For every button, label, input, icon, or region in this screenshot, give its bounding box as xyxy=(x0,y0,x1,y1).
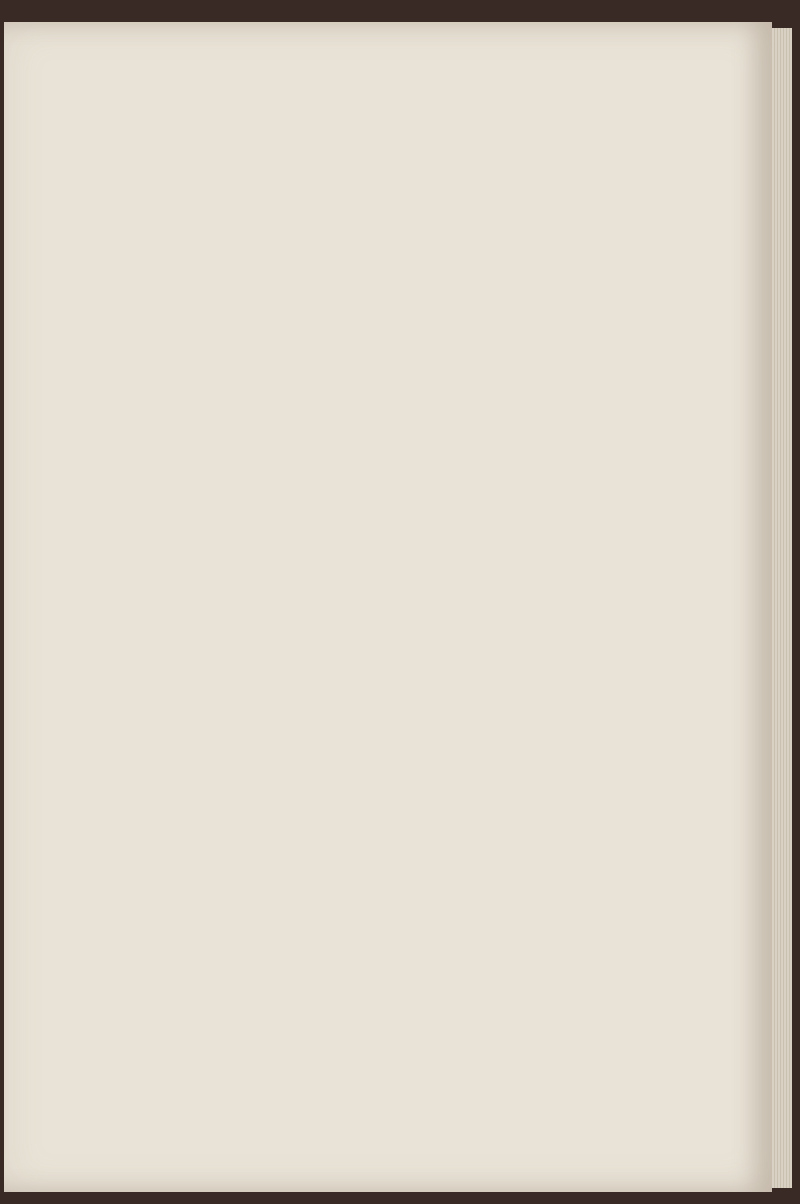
book-page xyxy=(4,22,772,1192)
page-edges xyxy=(772,28,792,1188)
